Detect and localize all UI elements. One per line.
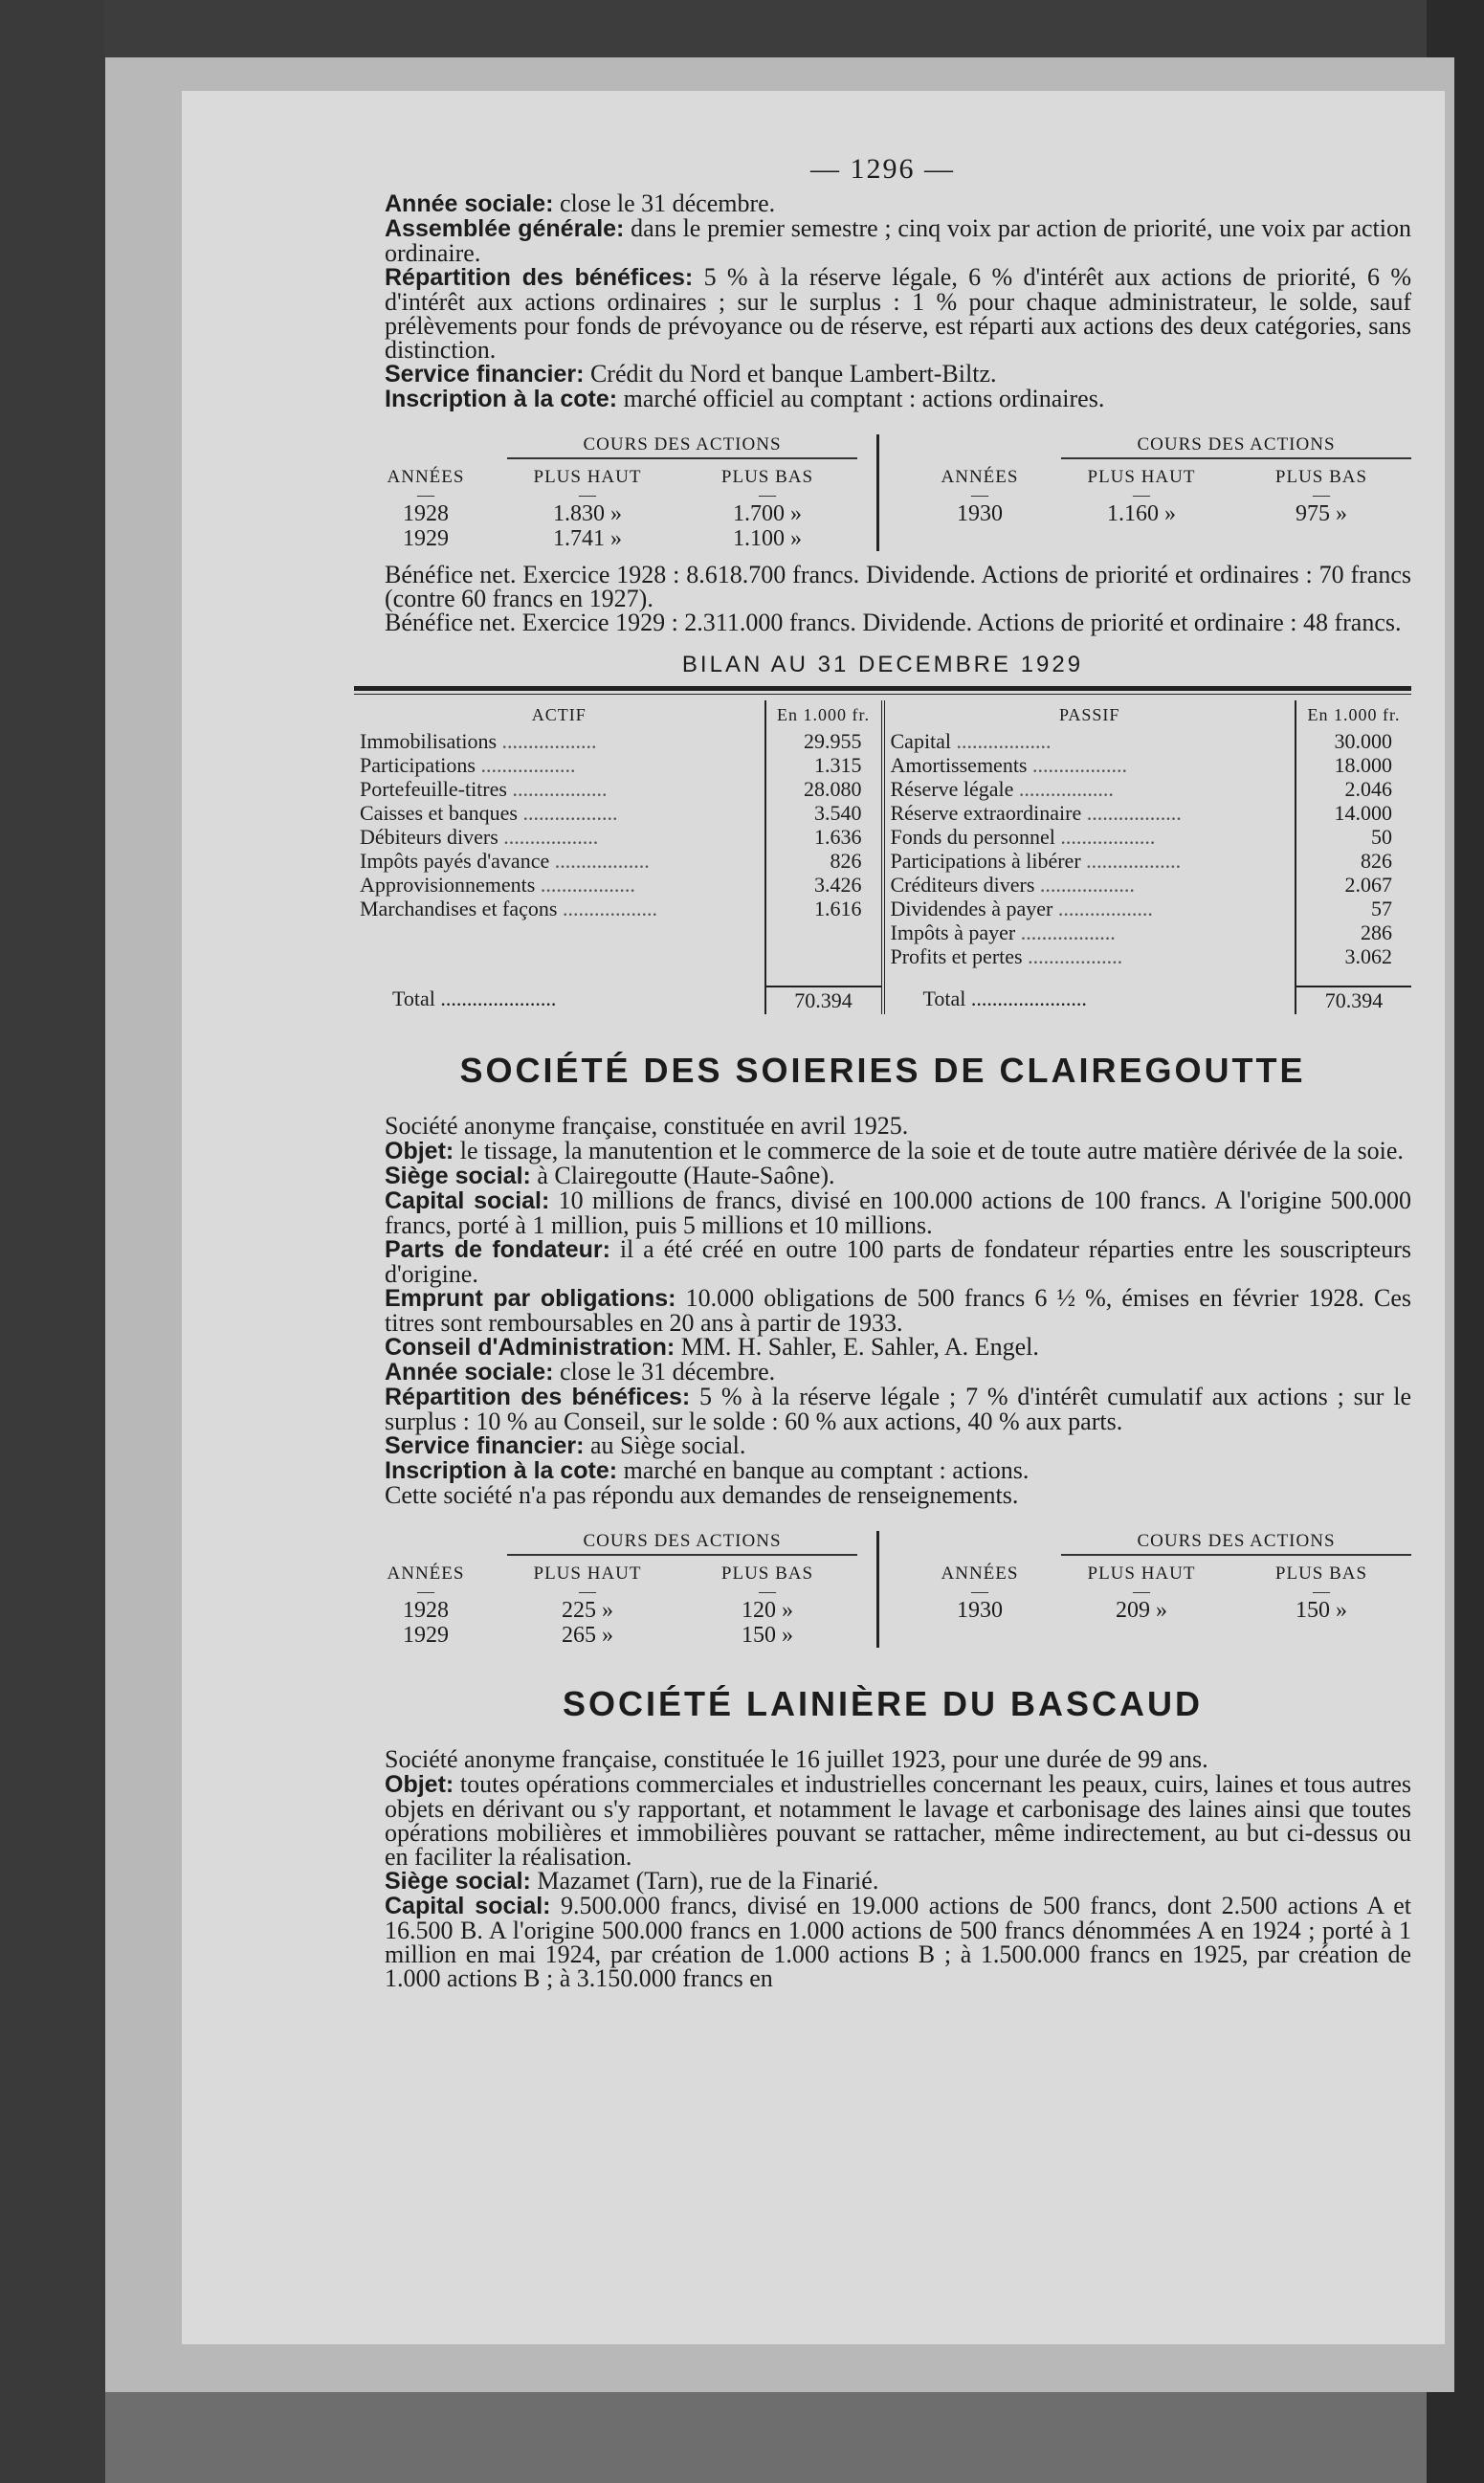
section-para [354,1164,1411,1188]
cours-row [354,526,857,551]
cours-title: COURS DES ACTIONS [1061,434,1411,459]
cours-row [908,1598,1411,1623]
row-label: Dividendes à payer [890,897,1053,920]
cell: 265 » [562,1623,613,1648]
cours-row [908,501,1411,526]
col-header: ANNÉES [941,467,1019,487]
intro-para [354,191,1411,216]
intro-para [354,265,1411,362]
cours-title: COURS DES ACTIONS [507,1531,857,1556]
row-label: Réserve extraordinaire [890,801,1082,825]
amount: 2.046 [1344,777,1392,801]
row-label: Participations à libérer [890,849,1081,873]
intro-para [354,387,1411,411]
cours-right [879,434,1411,551]
actif-row: Marchandises et façons .................. [360,897,657,920]
para-text: close le 31 décembre. [553,189,776,217]
para-label: Emprunt par obligations: [385,1285,676,1312]
amount: 1.315 [814,753,862,777]
para-text: 9.500.000 francs, divisé en 19.000 actions de 500 francs, dont 2.500 actions A et 16.500 B. A l'origine 500.000 francs en 1.000 actions de 500 francs dénommées A en 1924 ; porté à 1 million en mai 1924, par création de 1.000 actions B ; à 1.500.000 francs en 1925, par création de 1.000 actions B ; à 3.150.000 francs en [385,1892,1412,1992]
intro-para [354,216,1411,265]
section2-body [354,1114,1411,1508]
para-text: Société anonyme française, constituée en avril 1925. [385,1112,909,1140]
bilan-rule [354,686,1411,695]
benefice-para: Bénéfice net. Exercice 1928 : 8.618.700 francs. Dividende. Actions de priorité et ordinaires : 70 francs (contre 60 francs en 1927). [385,561,1411,612]
section-para [354,1286,1411,1335]
para-text: toutes opérations commerciales et industrielles concernant les peaux, cuirs, laines et tous autres objets en dérivant ou s'y rapportant, et notamment le lavage et carbonisage des laines ainsi que toutes opérations mobilières et immobilières pouvant se rattacher, même indirectement, au but ci-dessus ou en faciliter la réalisation. [385,1770,1411,1871]
actif-header: ACTIF [531,705,587,724]
cell: 1928 [403,501,449,526]
header-dashes: — — — [417,1582,776,1601]
actif-row: Débiteurs divers .................. [360,825,599,849]
passif-total: 70.394 [1296,986,1411,1014]
para-label: Siège social: [385,1163,531,1189]
scan-border-left [0,0,105,2483]
cell: 150 » [1296,1598,1347,1623]
passif-row: Amortissements .................. [890,753,1127,777]
para-text: Crédit du Nord et banque Lambert-Biltz. [584,360,997,388]
cell: 1.830 » [553,501,622,526]
header-dashes: — — — [971,1582,1330,1601]
row-label: Approvisionnements [360,873,536,897]
amount: 1.636 [814,825,862,849]
cours-right [879,1531,1411,1648]
para-text: le tissage, la manutention et le commerce de la soie et de toute autre matière dérivée de la soie. [454,1137,1404,1164]
amount: 3.062 [1344,944,1392,968]
cell: 1929 [403,1623,449,1648]
para-text: il a été créé en outre 100 parts de fondateur réparties entre les souscripteurs d'origine. [385,1235,1411,1288]
row-label: Impôts à payer [890,920,1016,944]
col-header: ANNÉES [387,1563,465,1584]
scan-border-top [0,0,1484,57]
passif-row: Fonds du personnel .................. [890,825,1156,849]
para-text: au Siège social. [584,1431,746,1459]
actif-amounts [764,700,881,1014]
para-label: Conseil d'Administration: [385,1334,676,1361]
passif-row: Dividendes à payer .................. [890,897,1153,920]
col-header: PLUS HAUT [533,467,642,487]
para-label: Parts de fondateur: [385,1236,610,1263]
para-text: Cette société n'a pas répondu aux demandes de renseignements. [385,1481,1019,1509]
col-header: PLUS HAUT [533,1563,642,1584]
cours-table-1 [354,434,1411,551]
cell: 1929 [403,526,449,551]
passif-row: Réserve légale .................. [890,777,1114,801]
row-label: Profits et pertes [890,944,1023,968]
cours-table-2 [354,1531,1411,1648]
passif-row: Capital .................. [890,729,1052,753]
row-label: Participations [360,753,476,777]
bilan-table [354,700,1411,1014]
passif-row: Participations à libérer .................. [890,849,1182,873]
para-text: 10.000 obligations de 500 francs 6 ½ %, émises en février 1928. Ces titres sont remboursables en 20 ans à partir de 1933. [385,1284,1411,1337]
section-title: SOCIÉTÉ LAINIÈRE DU BASCAUD [562,1684,1204,1723]
amount: 18.000 [1334,753,1392,777]
cours-row [354,1623,857,1648]
passif-row: Impôts à payer .................. [890,920,1116,944]
para-label: Objet: [385,1138,454,1164]
page-number: — 1296 — [810,153,955,185]
para-label: Capital social: [385,1187,550,1214]
para-label: Service financier: [385,361,585,388]
unit-header: En 1.000 fr. [777,705,870,724]
amount: 29.955 [804,729,862,753]
header-dashes: — — — [971,485,1330,504]
col-header: PLUS HAUT [1087,1563,1196,1584]
section-para [354,1894,1411,1990]
para-text: marché en banque au comptant : actions. [617,1456,1030,1484]
cell: 120 » [742,1598,793,1623]
para-label: Objet: [385,1771,454,1798]
cours-left [354,434,879,551]
section-para [354,1747,1411,1772]
row-label: Créditeurs divers [890,873,1035,897]
para-text: Société anonyme française, constituée le 16 juillet 1923, pour une durée de 99 ans. [385,1745,1208,1773]
section-para [354,1772,1411,1869]
para-text: marché officiel au comptant : actions ordinaires. [617,385,1105,412]
para-text: Mazamet (Tarn), rue de la Finarié. [530,1867,879,1895]
cell: 1930 [957,1598,1003,1623]
row-label: Impôts payés d'avance [360,849,550,873]
cours-row [354,501,857,526]
passif-row: Profits et pertes .................. [890,944,1123,968]
cell: 1.700 » [733,501,802,526]
total-label: Total [392,987,435,1010]
cell: 1.160 » [1107,501,1176,526]
para-text: 5 % à la réserve légale ; 7 % d'intérêt cumulatif aux actions ; sur le surplus : 10 % au Conseil, sur le solde : 60 % aux actions, 40 % aux parts. [385,1383,1411,1435]
col-header: PLUS BAS [720,1563,814,1584]
cours-row [354,1598,857,1623]
cours-title: COURS DES ACTIONS [507,434,857,459]
unit-header: En 1.000 fr. [1307,705,1401,724]
cours-left [354,1531,879,1648]
cell: 1.100 » [733,526,802,551]
amount: 826 [1361,849,1392,873]
cell: 975 » [1296,501,1347,526]
para-label: Inscription à la cote: [385,386,618,412]
cell: 225 » [562,1598,613,1623]
amount: 286 [1361,920,1392,944]
cell: 1.741 » [553,526,622,551]
section-para [354,1483,1411,1508]
cell: 1928 [403,1598,449,1623]
para-label: Inscription à la cote: [385,1457,618,1484]
section-para [354,1385,1411,1433]
para-label: Répartition des bénéfices: [385,264,694,291]
amount: 826 [830,849,862,873]
passif-labels [885,700,1296,1014]
para-label: Répartition des bénéfices: [385,1384,691,1410]
amount: 3.540 [814,801,862,825]
col-header: ANNÉES [941,1563,1019,1584]
total-label: Total [922,987,966,1010]
para-text: 10 millions de francs, divisé en 100.000 actions de 100 francs. A l'origine 500.000 francs, porté à 1 million, puis 5 millions et 10 millions. [385,1186,1411,1239]
amount: 28.080 [804,777,862,801]
row-label: Réserve légale [890,777,1014,801]
row-label: Capital [890,729,952,753]
section-para [354,1360,1411,1385]
actif-row: Impôts payés d'avance .................. [360,849,650,873]
row-label: Fonds du personnel [890,825,1055,849]
header-dashes: — — — [417,485,776,504]
section-para [354,1433,1411,1458]
intro-para [354,362,1411,387]
row-label: Portefeuille-titres [360,777,507,801]
benefice-para: Bénéfice net. Exercice 1929 : 2.311.000 francs. Dividende. Actions de priorité et ordinaire : 48 francs. [385,609,1402,636]
cell: 209 » [1116,1598,1167,1623]
actif-total-label: Total ...................... [392,987,557,1010]
para-text: 5 % à la réserve légale, 6 % d'intérêt aux actions de priorité, 6 % d'intérêt aux actions ordinaires ; sur le surplus : 1 % pour chaque administrateur, le solde, sauf prélèvements pour fonds de prévoyance ou de réserve, est réparti aux actions des deux catégories, sans distinction. [385,263,1412,364]
actif-column [354,700,885,1014]
actif-row: Participations .................. [360,753,576,777]
amount: 30.000 [1334,729,1392,753]
intro-block [354,191,1411,411]
row-label: Débiteurs divers [360,825,498,849]
section-para [354,1458,1411,1483]
row-label: Immobilisations [360,729,497,753]
passif-header: PASSIF [1059,705,1120,724]
para-label: Siège social: [385,1868,531,1895]
actif-row: Caisses et banques .................. [360,801,618,825]
row-label: Amortissements [890,753,1028,777]
amount: 3.426 [814,873,862,897]
section-title: SOCIÉTÉ DES SOIERIES DE CLAIREGOUTTE [459,1051,1306,1090]
bilan-title: BILAN AU 31 DECEMBRE 1929 [681,652,1084,677]
actif-row: Portefeuille-titres .................. [360,777,608,801]
amount: 14.000 [1334,801,1392,825]
section-para [354,1335,1411,1360]
passif-total-label: Total ...................... [922,987,1087,1010]
amount: 1.616 [814,897,862,920]
amount: 2.067 [1344,873,1392,897]
passif-row: Réserve extraordinaire .................. [890,801,1182,825]
cell: 150 » [742,1623,793,1648]
section3-body [354,1747,1411,1990]
row-label: Marchandises et façons [360,897,558,920]
col-header: ANNÉES [387,467,465,487]
amount: 50 [1371,825,1392,849]
amount: 57 [1371,897,1392,920]
para-text: à Clairegoutte (Haute-Saône). [530,1162,835,1189]
cell: 1930 [957,501,1003,526]
col-header: PLUS BAS [1274,467,1368,487]
para-text: MM. H. Sahler, E. Sahler, A. Engel. [675,1333,1039,1361]
passif-row: Créditeurs divers .................. [890,873,1135,897]
page-content [354,153,1411,1990]
passif-column [885,700,1412,1014]
para-label: Capital social: [385,1893,551,1919]
para-label: Année sociale: [385,190,554,217]
section-para [354,1188,1411,1237]
actif-row: Immobilisations .................. [360,729,597,753]
section-para [354,1237,1411,1286]
para-text: close le 31 décembre. [553,1358,776,1386]
actif-row: Approvisionnements .................. [360,873,635,897]
actif-total: 70.394 [766,986,881,1014]
row-label: Caisses et banques [360,801,518,825]
para-label: Année sociale: [385,1359,554,1386]
col-header: PLUS BAS [1274,1563,1368,1584]
cours-title: COURS DES ACTIONS [1061,1531,1411,1556]
col-header: PLUS HAUT [1087,467,1196,487]
section-para [354,1139,1411,1164]
actif-labels [354,700,764,1014]
para-label: Assemblée générale: [385,215,625,242]
section-para [354,1869,1411,1894]
col-header: PLUS BAS [720,467,814,487]
passif-amounts [1295,700,1411,1014]
para-label: Service financier: [385,1432,585,1459]
section-para [354,1114,1411,1139]
para-text: dans le premier semestre ; cinq voix par action de priorité, une voix par action ordinaire. [385,214,1411,267]
